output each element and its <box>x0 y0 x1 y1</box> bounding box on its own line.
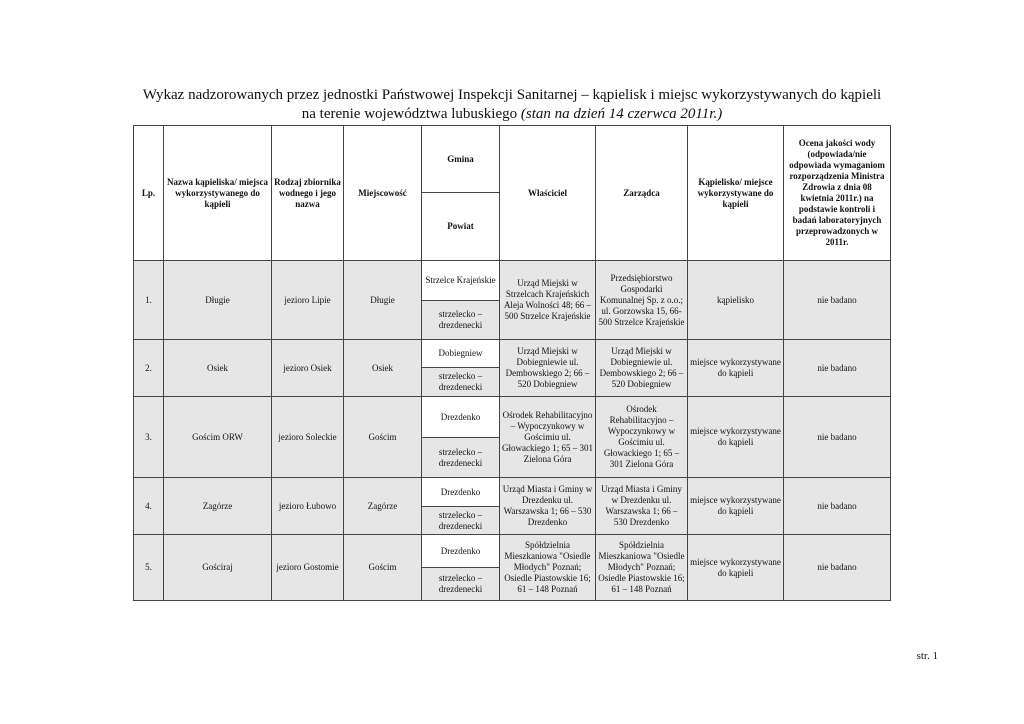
cell-locality: Gościm <box>344 397 422 478</box>
cell-lp: 4. <box>134 478 164 535</box>
cell-commune: Dobiegniew <box>422 340 500 368</box>
cell-name: Długie <box>164 261 272 340</box>
cell-lp: 2. <box>134 340 164 397</box>
cell-locality: Gościm <box>344 535 422 601</box>
cell-water-quality: nie badano <box>784 478 891 535</box>
cell-county: strzelecko – drezdenecki <box>422 301 500 340</box>
cell-commune: Drezdenko <box>422 397 500 438</box>
cell-water-quality: nie badano <box>784 340 891 397</box>
header-locality: Miejscowość <box>344 126 422 261</box>
cell-water-quality: nie badano <box>784 261 891 340</box>
cell-locality: Długie <box>344 261 422 340</box>
header-commune: Gmina <box>422 126 500 193</box>
header-manager: Zarządca <box>596 126 688 261</box>
header-reservoir: Rodzaj zbiornika wodnego i jego nazwa <box>272 126 344 261</box>
cell-owner: Ośrodek Rehabilitacyjno – Wypoczynkowy w Gościmiu ul. Głowackiego 1; 65 – 301 Zielona Góra <box>500 397 596 478</box>
cell-owner: Urząd Miasta i Gminy w Drezdenku ul. Warszawska 1; 66 – 530 Drezdenko <box>500 478 596 535</box>
header-water-quality: Ocena jakości wody (odpowiada/nie odpowiada wymaganiom rozporządzenia Ministra Zdrowia z dnia 08 kwietnia 2011r.) na podstawie kontroli i badań laboratoryjnych przeprowadzonych w 2011r. <box>784 126 891 261</box>
title-line-2 <box>0 105 1024 124</box>
cell-county: strzelecko – drezdenecki <box>422 507 500 535</box>
cell-reservoir: jezioro Osiek <box>272 340 344 397</box>
cell-name: Gościm ORW <box>164 397 272 478</box>
title-line-1: Wykaz nadzorowanych przez jednostki Państwowej Inspekcji Sanitarnej – kąpielisk i miejsc wykorzystywanych do kąpieli <box>142 87 882 103</box>
title-line-2-prefix: na terenie województwa lubuskiego <box>301 106 518 122</box>
cell-county: strzelecko – drezdenecki <box>422 438 500 478</box>
cell-reservoir: jezioro Soleckie <box>272 397 344 478</box>
cell-reservoir: jezioro Lipie <box>272 261 344 340</box>
table-row <box>134 340 891 368</box>
cell-commune: Strzelce Krajeńskie <box>422 261 500 301</box>
cell-owner: Urząd Miejski w Strzelcach Krajeńskich Aleja Wolności 48; 66 – 500 Strzelce Krajeńskie <box>500 261 596 340</box>
cell-manager: Spółdzielnia Mieszkaniowa "Osiedle Młodych" Poznań; Osiedle Piastowskie 16; 61 – 148 Poznań <box>596 535 688 601</box>
cell-locality: Zagórze <box>344 478 422 535</box>
header-county: Powiat <box>422 193 500 261</box>
header-name: Nazwa kąpieliska/ miejsca wykorzystywanego do kąpieli <box>164 126 272 261</box>
cell-manager: Przedsiębiorstwo Gospodarki Komunalnej Sp. z o.o.; ul. Gorzowska 15, 66-500 Strzelce Krajeńskie <box>596 261 688 340</box>
table-row <box>134 397 891 438</box>
header-owner: Właściciel <box>500 126 596 261</box>
cell-manager: Urząd Miejski w Dobiegniewie ul. Dembowskiego 2; 66 – 520 Dobiegniew <box>596 340 688 397</box>
table-row <box>134 261 891 301</box>
table-row <box>134 535 891 568</box>
cell-county: strzelecko – drezdenecki <box>422 568 500 601</box>
cell-water-quality: nie badano <box>784 397 891 478</box>
cell-locality: Osiek <box>344 340 422 397</box>
cell-site-type: miejsce wykorzystywane do kąpieli <box>688 397 784 478</box>
cell-site-type: miejsce wykorzystywane do kąpieli <box>688 340 784 397</box>
cell-owner: Spółdzielnia Mieszkaniowa "Osiedle Młodych" Poznań; Osiedle Piastowskie 16; 61 – 148 Poznań <box>500 535 596 601</box>
cell-lp: 1. <box>134 261 164 340</box>
cell-manager: Ośrodek Rehabilitacyjno – Wypoczynkowy w Gościmiu ul. Głowackiego 1; 65 – 301 Zielona Góra <box>596 397 688 478</box>
cell-site-type: miejsce wykorzystywane do kąpieli <box>688 478 784 535</box>
header-lp: Lp. <box>134 126 164 261</box>
cell-commune: Drezdenko <box>422 535 500 568</box>
bathing-sites-table <box>133 125 891 601</box>
cell-name: Zagórze <box>164 478 272 535</box>
cell-lp: 5. <box>134 535 164 601</box>
cell-name: Osiek <box>164 340 272 397</box>
cell-lp: 3. <box>134 397 164 478</box>
title-date: (stan na dzień 14 czerwca 2011r.) <box>520 106 723 122</box>
cell-reservoir: jezioro Gostomie <box>272 535 344 601</box>
cell-county: strzelecko – drezdenecki <box>422 368 500 397</box>
page-number: str. 1 <box>916 650 938 662</box>
cell-name: Gościraj <box>164 535 272 601</box>
cell-site-type: kąpielisko <box>688 261 784 340</box>
cell-owner: Urząd Miejski w Dobiegniewie ul. Dembowskiego 2; 66 – 520 Dobiegniew <box>500 340 596 397</box>
cell-manager: Urząd Miasta i Gminy w Drezdenku ul. Warszawska 1; 66 – 530 Drezdenko <box>596 478 688 535</box>
cell-commune: Drezdenko <box>422 478 500 507</box>
table-row <box>134 478 891 507</box>
header-site-type: Kąpielisko/ miejsce wykorzystywane do kąpieli <box>688 126 784 261</box>
cell-water-quality: nie badano <box>784 535 891 601</box>
table-body <box>134 261 891 601</box>
cell-site-type: miejsce wykorzystywane do kąpieli <box>688 535 784 601</box>
cell-reservoir: jezioro Łubowo <box>272 478 344 535</box>
document-title <box>0 86 1024 124</box>
